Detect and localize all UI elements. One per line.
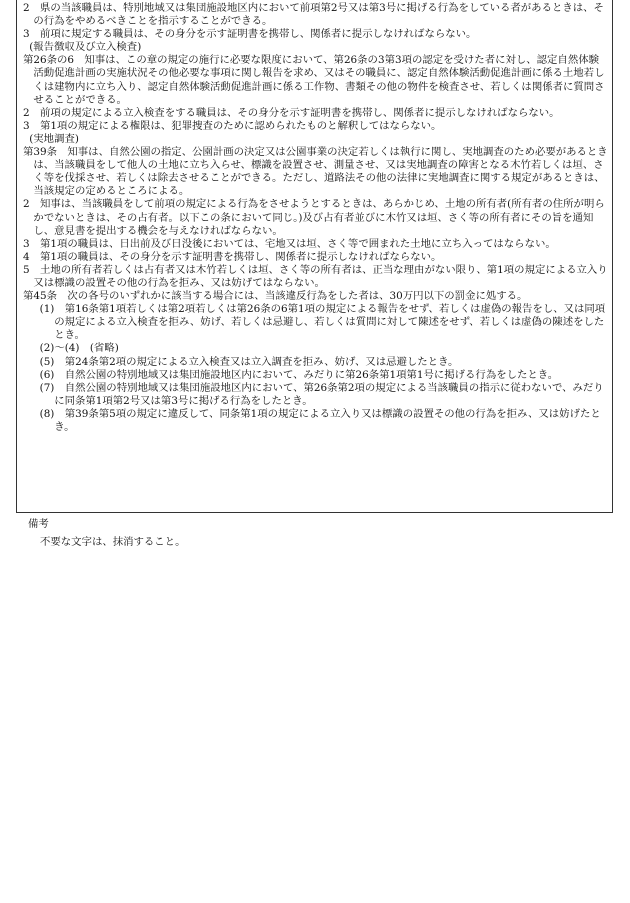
statute-paragraph: 第26条の6 知事は、この章の規定の施行に必要な限度において、第26条の3第3項の認定を受けた者に対し、認定自然体験活動促進計画の実施状況その他必要な事項に関し報告を求め、又はその職員に、認定自然体験活動促進計画に係る土地若しくは建物内に立ち入り、認定自然体験活動促進計画に係る工作物、書類その他の物件を検査させ、若しくは関係者に質問させることができる。 bbox=[23, 54, 605, 106]
statute-paragraph: 2 県の当該職員は、特別地域又は集団施設地区内において前項第2号又は第3号に掲げる行為をしている者があるときは、その行為をやめるべきことを指示することができる。 bbox=[23, 2, 604, 28]
statute-paragraph: (6) 自然公園の特別地域又は集団施設地区内において、みだりに第26条第1項第1号に掲げる行為をしたとき。 bbox=[39, 368, 559, 381]
statute-paragraph: 第45条 次の各号のいずれかに該当する場合には、当該違反行為をした者は、30万円以下の罰金に処する。 bbox=[23, 290, 528, 303]
notes-section bbox=[28, 515, 185, 551]
statute-paragraph: 2 前項の規定による立入検査をする職員は、その身分を示す証明書を携帯し、関係者に提示しなければならない。 bbox=[23, 106, 560, 119]
statute-paragraph: 5 土地の所有者若しくは占有者又は木竹若しくは垣、さく等の所有者は、正当な理由がない限り、第1項の規定による立入り又は標識の設置その他の行為を拒み、又は妨げてはならない。 bbox=[23, 263, 608, 289]
statute-paragraph: 4 第1項の職員は、その身分を示す証明書を携帯し、関係者に提示しなければならない。 bbox=[23, 250, 442, 263]
statute-paragraph: 第39条 知事は、自然公園の指定、公園計画の決定又は公園事業の決定若しくは執行に関し、実地調査のため必要があるときは、当該職員をして他人の土地に立ち入らせ、標識を設置させ、測量させ、又は実地調査の障害となる木竹若しくは垣、さく等を伐採させ、若しくは除去させることができる。ただし、道路法その他の法律に実地調査に関する規定があるときは、当該規定の定めるところによる。 bbox=[23, 146, 608, 198]
statute-paragraph: 3 第1項の規定による権限は、犯罪捜査のために認められたものと解釈してはならない。 bbox=[23, 119, 442, 132]
statute-paragraph: (2)～(4) (省略) bbox=[39, 342, 119, 355]
statute-paragraph: 2 知事は、当該職員をして前項の規定による行為をさせようとするときは、あらかじめ、土地の所有者(所有者の住所が明らかでないときは、その占有者。以下この条において同じ。)及び占有者並びに木竹又は垣、さく等の所有者にその旨を通知し、意見書を提出する機会を与えなければならない。 bbox=[23, 198, 605, 237]
section-caption: (実地調査) bbox=[29, 132, 79, 145]
statute-paragraph: (8) 第39条第5項の規定に違反して、同条第1項の規定による立入り又は標識の設置その他の行為を拒み、又は妨げたとき。 bbox=[39, 407, 601, 433]
statute-paragraph: 3 前項に規定する職員は、その身分を示す証明書を携帯し、関係者に提示しなければならない。 bbox=[23, 28, 477, 41]
section-caption: (報告徴収及び立入検査) bbox=[29, 41, 142, 54]
statute-paragraph: (5) 第24条第2項の規定による立入検査又は立入調査を拒み、妨げ、又は忌避したとき。 bbox=[39, 355, 459, 368]
statute-excerpt-frame bbox=[16, 0, 613, 513]
notes-body: 不要な文字は、抹消すること。 bbox=[40, 536, 186, 548]
statute-paragraph: 3 第1項の職員は、日出前及び日没後においては、宅地又は垣、さく等で囲まれた土地に立ち入ってはならない。 bbox=[23, 237, 556, 250]
notes-title: 備考 bbox=[28, 518, 49, 530]
statute-paragraph: (1) 第16条第1項若しくは第2項若しくは第26条の6第1項の規定による報告をせず、若しくは虚偽の報告をし、又は同項の規定による立入検査を拒み、妨げ、若しくは忌避し、若しくは質問に対して陳述をせず、若しくは虚偽の陳述をしたとき。 bbox=[39, 303, 606, 342]
statute-paragraph: (7) 自然公園の特別地域又は集団施設地区内において、第26条第2項の規定による当該職員の指示に従わないで、みだりに同条第1項第2号又は第3号に掲げる行為をしたとき。 bbox=[39, 381, 604, 407]
